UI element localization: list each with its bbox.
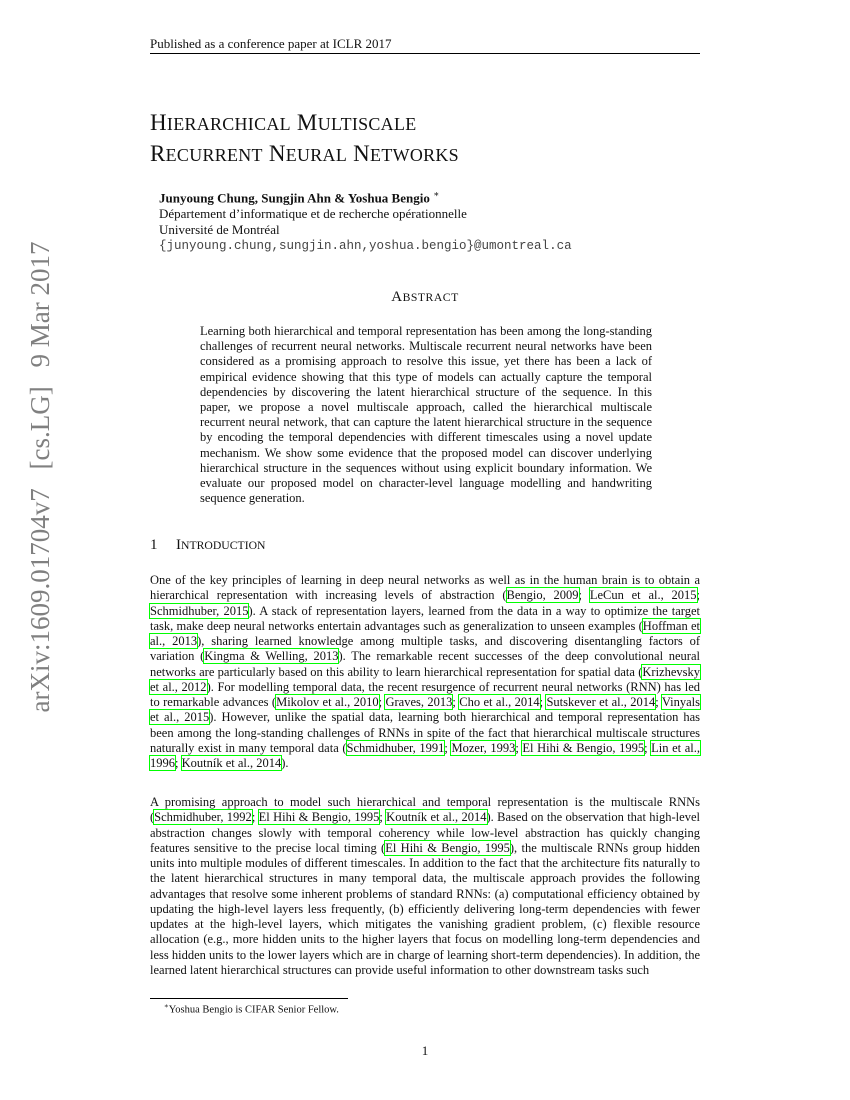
section-heading xyxy=(150,537,266,554)
citation-link[interactable]: El Hihi & Bengio, 1995 xyxy=(258,810,380,825)
footnote-text: Yoshua Bengio is CIFAR Senior Fellow. xyxy=(168,1004,339,1016)
title-line-2: RECURRENT NEURAL NETWORKS xyxy=(150,141,459,166)
citation-link[interactable]: Schmidhuber, 1992 xyxy=(154,810,252,825)
citation-link[interactable]: Graves, 2013 xyxy=(385,695,453,709)
footnote xyxy=(164,1002,339,1016)
author-email: {junyoung.chung,sungjin.ahn,yoshua.bengio}@umontreal.ca xyxy=(159,239,572,254)
citation-link[interactable]: Koutník et al., 2014 xyxy=(181,756,282,770)
author-department: Département d’informatique et de recherche opérationnelle xyxy=(159,206,467,222)
arxiv-id: arXiv:1609.01704v7 xyxy=(25,488,55,713)
intro-paragraph-1: One of the key principles of learning in deep neural networks as well as in the human brain is to obtain a hierarchical representation with increasing levels of abstraction (Bengio, 2009; LeCun et al., 2015; Schmidhuber, 2015). A stack of representation layers, learned from the data in a way to optimize the target task, make deep neural networks entertain advantages such as generalization to unseen examples (Hoffman et al., 2013), sharing learned knowledge among multiple tasks, and discovering disentangling factors of variation (Kingma & Welling, 2013). The remarkable recent successes of the deep convolutional neural networks are particularly based on this ability to learn hierarchical representation for spatial data (Krizhevsky et al., 2012). For modelling temporal data, the recent resurgence of recurrent neural networks (RNN) has led to remarkable advances (Mikolov et al., 2010; Graves, 2013; Cho et al., 2014; Sutskever et al., 2014; Vinyals et al., 2015). However, unlike the spatial data, learning both hierarchical and temporal representation has been among the long-standing challenges of RNNs in spite of the fact that hierarchical multiscale structures naturally exist in many temporal data (Schmidhuber, 1991; Mozer, 1993; El Hihi & Bengio, 1995; Lin et al., 1996; Koutník et al., 2014). xyxy=(150,573,701,770)
citation-link[interactable]: Koutník et al., 2014 xyxy=(386,810,487,825)
title-line-1: HIERARCHICAL MULTISCALE xyxy=(150,110,417,135)
citation-link[interactable]: Krizhevsky et al., 2012 xyxy=(150,664,700,694)
citation-link[interactable]: El Hihi & Bengio, 1995 xyxy=(385,840,510,855)
citation-link[interactable]: Cho et al., 2014 xyxy=(459,695,540,709)
citation-link[interactable]: Lin et al., 1996 xyxy=(150,740,700,770)
citation-link[interactable]: Kingma & Welling, 2013 xyxy=(204,649,339,664)
citation-link[interactable]: Vinyals et al., 2015 xyxy=(150,695,701,725)
citation-link[interactable]: El Hihi & Bengio, 1995 xyxy=(522,740,645,755)
abstract-text: Learning both hierarchical and temporal representation has been among the long-standing challenges of recurrent neural networks. Multiscale recurrent neural networks have been considered as a promising approach to resolve this issue, yet there has been a lack of empirical evidence showing that this type of models can actually capture the temporal dependencies by discovering the latent hierarchical structure of the sequence. In this paper, we propose a novel multiscale approach, called the hierarchical multiscale recurrent neural network, that can capture the latent hierarchical structure in the sequence by encoding the temporal dependencies with different timescales using a novel update mechanism. We show some evidence that the proposed model can discover underlying hierarchical structure in the sequences without using explicit boundary information. We evaluate our proposed model on character-level language modelling and handwriting sequence generation. xyxy=(200,324,652,506)
section-number: 1 xyxy=(150,537,158,553)
footnote-rule xyxy=(150,998,348,999)
header-rule xyxy=(150,53,700,54)
arxiv-category: [cs.LG] xyxy=(25,386,55,470)
citation-link[interactable]: LeCun et al., 2015 xyxy=(589,588,697,603)
footnote-marker: ∗ xyxy=(164,1002,169,1010)
citation-link[interactable]: Mikolov et al., 2010 xyxy=(276,695,379,709)
citation-link[interactable]: Schmidhuber, 2015 xyxy=(150,603,249,618)
author-block xyxy=(159,186,572,254)
arxiv-date: 9 Mar 2017 xyxy=(25,241,55,368)
author-names: Junyoung Chung, Sungjin Ahn & Yoshua Bengio ∗ xyxy=(159,189,440,206)
citation-link[interactable]: Mozer, 1993 xyxy=(451,740,516,755)
citation-link[interactable]: Sutskever et al., 2014 xyxy=(546,695,656,709)
arxiv-stamp xyxy=(20,87,60,867)
section-title: INTRODUCTION xyxy=(176,537,266,553)
citation-link[interactable]: Schmidhuber, 1991 xyxy=(346,740,445,755)
author-footnote-marker: ∗ xyxy=(433,189,440,199)
running-header: Published as a conference paper at ICLR 2017 xyxy=(150,36,392,51)
citation-link[interactable]: Bengio, 2009 xyxy=(506,588,579,603)
intro-paragraph-2: A promising approach to model such hierarchical and temporal representation is the multiscale RNNs (Schmidhuber, 1992; El Hihi & Bengio, 1995; Koutník et al., 2014). Based on the observation that high-level abstraction changes slowly with temporal coherency while low-level abstraction has quickly changing features sensitive to the precise local timing (El Hihi & Bengio, 1995), the multiscale RNNs group hidden units into multiple modules of different timescales. In addition to the fact that the architecture fits naturally to the latent hierarchical structures in many temporal data, the multiscale approach provides the following advantages that resolve some inherent problems of standard RNNs: (a) computational efficiency obtained by updating the high-level layers less frequently, (b) efficiently delivering long-term dependencies with fewer updates at the high-level layers, which mitigates the vanishing gradient problem, (c) flexible resource allocation (e.g., more hidden units to the higher layers that focus on modelling long-term dependencies and less hidden units to the lower layers which are in charge of learning short-term dependencies). In addition, the learned latent hierarchical structures can provide useful information to other downstream tasks such xyxy=(150,795,700,977)
paper-title xyxy=(150,108,459,170)
abstract-heading: ABSTRACT xyxy=(391,289,459,305)
citation-link[interactable]: Hoffman et al., 2013 xyxy=(150,618,700,648)
author-university: Université de Montréal xyxy=(159,222,280,238)
page-number: 1 xyxy=(421,1043,429,1058)
